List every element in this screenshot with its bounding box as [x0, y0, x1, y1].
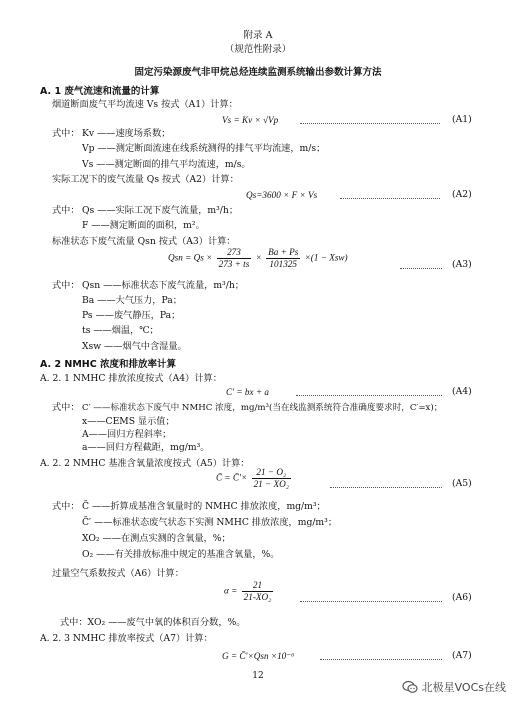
watermark: [402, 679, 506, 695]
variable-def: C′ ——标准状态下废气中 NMHC 浓度，mg/m³(当在线监测系统符合准确度要求时，C′=x)；: [82, 403, 443, 413]
subsection-heading: A. 2. 2 NMHC 基准含氧量浓度按式（A5）计算：: [40, 458, 250, 469]
variable-def: F ——测定断面的面积，m²。: [82, 220, 205, 231]
leader-dots: [400, 268, 442, 269]
equation-number: (A7): [452, 650, 472, 661]
watermark-text: 北极星VOCs在线: [421, 681, 506, 694]
page-title: 固定污染源废气非甲烷总烃连续监测系统输出参数计算方法: [134, 67, 382, 78]
numerator: 273: [217, 247, 252, 259]
equation-a2: Qs=3600 × F × Vs: [246, 190, 318, 200]
subsection-heading: A. 2. 1 NMHC 排放浓度按式（A4）计算：: [40, 373, 222, 384]
text-line: 烟道断面废气平均流速 Vs 按式（A1）计算：: [52, 99, 238, 110]
variable-def: 式中：XO₂ ——废气中氧的体积百分数，%。: [60, 617, 246, 628]
numerator: 21 − O₂: [252, 467, 291, 479]
denominator: 273 + ts: [218, 259, 250, 269]
text-line: 过量空气系数按式（A6）计算：: [52, 568, 184, 579]
eq-part: α =: [224, 585, 238, 596]
eq-part: C̄ = C̄′×: [216, 472, 248, 483]
equation-a7: G = C̄′×Qsn ×10⁻⁶: [222, 651, 295, 661]
fraction: [217, 247, 252, 270]
variable-def: O₂ ——有关排放标准中规定的基准含氧量，%。: [82, 549, 280, 560]
equation-number: (A3): [452, 259, 472, 270]
fraction: [252, 467, 291, 490]
leader-dots: [330, 487, 442, 488]
text-line: 标准状态下废气流量 Qsn 按式（A3）计算：: [52, 236, 236, 247]
equation-a6: [224, 580, 275, 603]
page-number: 12: [252, 671, 264, 681]
eq-part: Qsn = Qs ×: [168, 252, 213, 263]
appendix-label: 附录 A: [243, 30, 273, 41]
variable-def: x——CEMS 显示值；: [82, 416, 175, 427]
variable-def: Qs ——实际工况下废气流量，m³/h；: [82, 205, 239, 216]
where-label: 式中：: [52, 280, 80, 291]
section-a1-heading: A. 1 废气流速和流量的计算: [40, 86, 160, 97]
leader-dots: [296, 395, 442, 396]
equation-number: (A5): [452, 478, 472, 489]
where-label: 式中：: [52, 501, 80, 512]
variable-def: Kv ——速度场系数；: [82, 128, 171, 139]
eq-part: ×: [255, 252, 262, 263]
eq-part: ×(1 − Xsw): [304, 252, 348, 263]
equation-a4: C′ = bx + a: [226, 387, 269, 397]
where-label: 式中：: [52, 128, 80, 139]
where-label: 式中：: [52, 402, 80, 413]
text-line: 实际工况下的废气流量 Qs 按式（A2）计算：: [52, 174, 239, 185]
equation-number: (A6): [452, 592, 472, 603]
equation-number: (A4): [452, 386, 472, 397]
variable-def: Vs ——测定断面的排气平均流速，m/s。: [82, 159, 251, 170]
denominator: 21 − XO₂: [253, 479, 289, 489]
leader-dots: [300, 123, 440, 124]
variable-def: Ps ——废气静压，Pa；: [82, 310, 181, 321]
fraction: [242, 580, 274, 603]
variable-def: Vp ——测定断面流速在线系统测得的排气平均流速，m/s；: [82, 143, 326, 154]
leader-dots: [340, 198, 440, 199]
section-a2-heading: A. 2 NMHC 浓度和排放率计算: [40, 359, 176, 370]
variable-def: Qsn ——标准状态下废气流量，m³/h；: [82, 280, 244, 291]
variable-def: XO₂ ——在测点实测的含氧量，%；: [82, 533, 231, 544]
numerator: Ba + Ps: [268, 247, 299, 257]
denominator: 101325: [269, 259, 297, 269]
variable-def: A——回归方程斜率；: [82, 429, 172, 440]
equation-number: (A1): [452, 114, 472, 125]
denominator: 21-XO₂: [243, 592, 272, 602]
variable-def: a——回归方程截距，mg/m³。: [82, 442, 210, 453]
variable-def: C̄′ ——标准状态废气状态下实测 NMHC 排放浓度，mg/m³；: [82, 517, 338, 528]
leader-dots: [320, 659, 442, 660]
leader-dots: [300, 601, 442, 602]
equation-a3: [168, 247, 348, 270]
equation-a1: Vs = Kv × √Vp: [222, 115, 279, 125]
subsection-heading: A. 2. 3 NMHC 排放率按式（A7）计算：: [40, 633, 213, 644]
variable-def: ts ——烟温，℃；: [82, 325, 159, 336]
appendix-status: （规范性附录）: [224, 44, 292, 55]
variable-def: Ba ——大气压力，Pa；: [82, 295, 182, 306]
chat-bubble-icon: [402, 679, 418, 695]
where-label: 式中：: [52, 205, 80, 216]
equation-a5: [216, 467, 293, 490]
fraction: [266, 247, 300, 270]
numerator: 21: [242, 580, 274, 592]
variable-def: Xsw ——烟气中含湿量。: [82, 341, 187, 352]
variable-def: C̄ ——折算成基准含氧量时的 NMHC 排放浓度，mg/m³；: [82, 501, 326, 512]
equation-number: (A2): [452, 189, 472, 200]
